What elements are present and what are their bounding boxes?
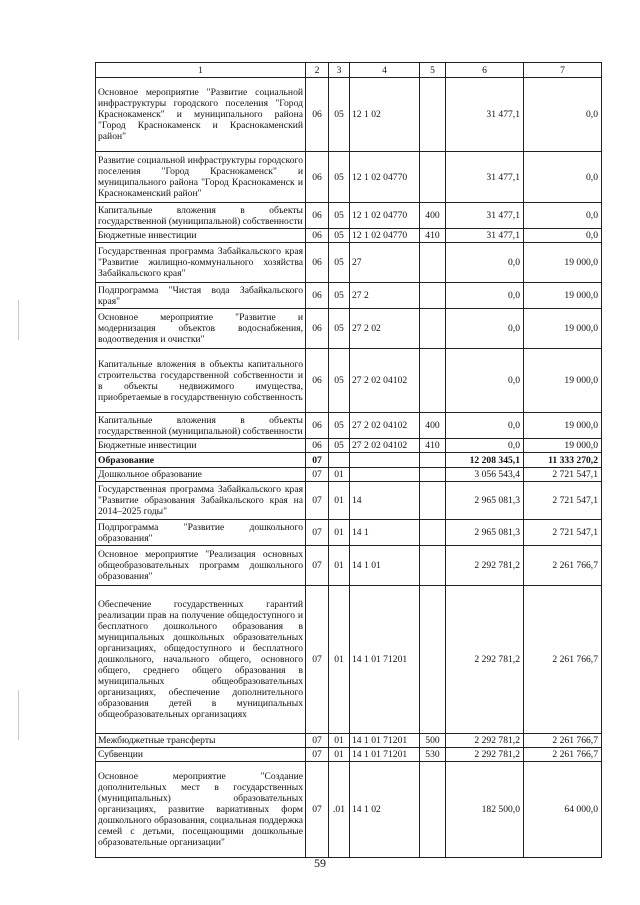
- table-row: [96, 453, 602, 468]
- cell-amount-col7: 11 333 270,2: [524, 453, 602, 468]
- cell-name: Образование: [96, 453, 306, 468]
- cell-expense-type: [420, 468, 446, 482]
- cell-expense-type: [420, 520, 446, 546]
- cell-section: 06: [306, 439, 329, 453]
- cell-subsection: 01: [329, 468, 350, 482]
- table-row: [96, 586, 602, 734]
- cell-amount-col7: 64 000,0: [524, 762, 602, 858]
- cell-expense-type: [420, 349, 446, 413]
- cell-section: 07: [306, 762, 329, 858]
- cell-expense-type: 400: [420, 203, 446, 229]
- cell-subsection: 05: [329, 413, 350, 439]
- cell-target-article: 14 1: [350, 520, 420, 546]
- cell-section: 07: [306, 520, 329, 546]
- cell-amount-col7: 2 261 766,7: [524, 586, 602, 734]
- cell-subsection: 05: [329, 229, 350, 243]
- cell-subsection: 05: [329, 78, 350, 152]
- cell-section: 06: [306, 152, 329, 203]
- cell-amount-col6: 0,0: [446, 243, 524, 283]
- cell-section: 07: [306, 734, 329, 748]
- cell-expense-type: [420, 152, 446, 203]
- cell-amount-col6: 31 477,1: [446, 152, 524, 203]
- table-row: [96, 734, 602, 748]
- cell-name: Капитальные вложения в объекты капитального строительства государственной собственности и в объекты недвижимого имущества, приобретаемые в государственную собственность: [96, 349, 306, 413]
- cell-section: 06: [306, 78, 329, 152]
- cell-section: 07: [306, 453, 329, 468]
- table-row: [96, 439, 602, 453]
- table-body: [96, 63, 602, 858]
- cell-amount-col7: 19 000,0: [524, 413, 602, 439]
- cell-name: Бюджетные инвестиции: [96, 439, 306, 453]
- cell-subsection: 01: [329, 482, 350, 520]
- cell-name: Подпрограмма "Чистая вода Забайкальского края": [96, 283, 306, 309]
- cell-subsection: 01: [329, 734, 350, 748]
- cell-target-article: 14 1 01 71201: [350, 734, 420, 748]
- cell-amount-col6: 0,0: [446, 413, 524, 439]
- table-row: [96, 243, 602, 283]
- cell-name: Государственная программа Забайкальского края "Развитие жилищно-коммунального хозяйства Забайкальского края": [96, 243, 306, 283]
- cell-amount-col6: 12 208 345,1: [446, 453, 524, 468]
- cell-subsection: [329, 453, 350, 468]
- table-row: [96, 468, 602, 482]
- cell-expense-type: 500: [420, 734, 446, 748]
- cell-name: Подпрограмма "Развитие дошкольного образования": [96, 520, 306, 546]
- table-row: [96, 229, 602, 243]
- cell-amount-col7: 2 721 547,1: [524, 468, 602, 482]
- cell-amount-col6: 2 292 781,2: [446, 586, 524, 734]
- cell-subsection: 05: [329, 309, 350, 349]
- cell-amount-col7: 0,0: [524, 152, 602, 203]
- cell-amount-col7: 0,0: [524, 229, 602, 243]
- cell-section: 07: [306, 546, 329, 586]
- cell-amount-col6: 3 056 543,4: [446, 468, 524, 482]
- table-row: [96, 762, 602, 858]
- cell-amount-col6: 2 965 081,3: [446, 520, 524, 546]
- cell-expense-type: [420, 309, 446, 349]
- cell-section: 07: [306, 586, 329, 734]
- cell-target-article: 27 2 02: [350, 309, 420, 349]
- cell-section: 06: [306, 229, 329, 243]
- cell-subsection: 05: [329, 283, 350, 309]
- table-row: [96, 482, 602, 520]
- scan-edge-mark-bottom: [18, 690, 19, 740]
- header-row: [96, 63, 602, 78]
- header-cell: 7: [524, 63, 602, 78]
- cell-expense-type: [420, 78, 446, 152]
- cell-name: Основное мероприятие "Реализация основных общеобразовательных программ дошкольного образования": [96, 546, 306, 586]
- cell-section: 06: [306, 203, 329, 229]
- cell-target-article: 14 1 02: [350, 762, 420, 858]
- cell-target-article: 14 1 01: [350, 546, 420, 586]
- page-number: 59: [314, 856, 326, 870]
- cell-section: 06: [306, 349, 329, 413]
- cell-subsection: 01: [329, 546, 350, 586]
- cell-section: 06: [306, 413, 329, 439]
- cell-target-article: 12 1 02 04770: [350, 229, 420, 243]
- cell-expense-type: 410: [420, 439, 446, 453]
- cell-target-article: 27 2 02 04102: [350, 439, 420, 453]
- cell-expense-type: 400: [420, 413, 446, 439]
- cell-target-article: 27: [350, 243, 420, 283]
- cell-name: Развитие социальной инфраструктуры городского поселения "Город Краснокаменск" и муниципального района "Город Краснокаменск и Краснокаменский район": [96, 152, 306, 203]
- cell-target-article: 12 1 02 04770: [350, 152, 420, 203]
- cell-expense-type: [420, 482, 446, 520]
- cell-section: 06: [306, 283, 329, 309]
- cell-subsection: 01: [329, 748, 350, 762]
- cell-amount-col7: 2 261 766,7: [524, 734, 602, 748]
- cell-target-article: 27 2 02 04102: [350, 413, 420, 439]
- cell-subsection: 05: [329, 203, 350, 229]
- table-row: [96, 152, 602, 203]
- cell-amount-col7: 0,0: [524, 203, 602, 229]
- cell-amount-col7: 2 261 766,7: [524, 748, 602, 762]
- budget-table: [95, 62, 602, 858]
- scan-edge-mark-top: [18, 300, 19, 340]
- cell-target-article: 14: [350, 482, 420, 520]
- cell-amount-col7: 2 721 547,1: [524, 482, 602, 520]
- cell-name: Основное мероприятие "Развитие и модернизация объектов водоснабжения, водоотведения и очистки": [96, 309, 306, 349]
- cell-name: Государственная программа Забайкальского края "Развитие образования Забайкальского края на 2014–2025 годы": [96, 482, 306, 520]
- cell-target-article: 14 1 01 71201: [350, 586, 420, 734]
- cell-target-article: 12 1 02 04770: [350, 203, 420, 229]
- cell-section: 06: [306, 309, 329, 349]
- cell-expense-type: [420, 586, 446, 734]
- cell-amount-col7: 19 000,0: [524, 309, 602, 349]
- cell-name: Капитальные вложения в объекты государственной (муниципальной) собственности: [96, 413, 306, 439]
- cell-subsection: .01: [329, 762, 350, 858]
- header-cell: 6: [446, 63, 524, 78]
- table-row: [96, 546, 602, 586]
- header-cell: 5: [420, 63, 446, 78]
- cell-amount-col6: 31 477,1: [446, 203, 524, 229]
- cell-name: Основное мероприятие "Развитие социальной инфраструктуры городского поселения "Город Краснокаменск" и муниципального района "Город Краснокаменск и Краснокаменский район": [96, 78, 306, 152]
- cell-name: Дошкольное образование: [96, 468, 306, 482]
- cell-target-article: 27 2 02 04102: [350, 349, 420, 413]
- cell-name: Капитальные вложения в объекты государственной (муниципальной) собственности: [96, 203, 306, 229]
- table-row: [96, 203, 602, 229]
- cell-amount-col7: 19 000,0: [524, 283, 602, 309]
- cell-subsection: 05: [329, 349, 350, 413]
- cell-amount-col7: 19 000,0: [524, 439, 602, 453]
- cell-expense-type: [420, 762, 446, 858]
- cell-section: 07: [306, 482, 329, 520]
- cell-amount-col6: 2 292 781,2: [446, 734, 524, 748]
- header-cell: 4: [350, 63, 420, 78]
- cell-subsection: 05: [329, 243, 350, 283]
- cell-amount-col6: 2 965 081,3: [446, 482, 524, 520]
- table-row: [96, 520, 602, 546]
- header-cell: 3: [329, 63, 350, 78]
- cell-amount-col7: 0,0: [524, 78, 602, 152]
- table-row: [96, 78, 602, 152]
- cell-target-article: [350, 453, 420, 468]
- cell-subsection: 01: [329, 520, 350, 546]
- cell-amount-col6: 0,0: [446, 309, 524, 349]
- cell-subsection: 05: [329, 152, 350, 203]
- cell-section: 06: [306, 243, 329, 283]
- cell-target-article: 27 2: [350, 283, 420, 309]
- cell-amount-col7: 19 000,0: [524, 243, 602, 283]
- cell-expense-type: [420, 453, 446, 468]
- table-row: [96, 283, 602, 309]
- table-row: [96, 748, 602, 762]
- header-cell: 2: [306, 63, 329, 78]
- cell-amount-col6: 0,0: [446, 349, 524, 413]
- cell-section: 07: [306, 468, 329, 482]
- table-row: [96, 413, 602, 439]
- cell-amount-col6: 31 477,1: [446, 229, 524, 243]
- cell-name: Бюджетные инвестиции: [96, 229, 306, 243]
- cell-expense-type: [420, 283, 446, 309]
- cell-amount-col6: 31 477,1: [446, 78, 524, 152]
- cell-target-article: 14 1 01 71201: [350, 748, 420, 762]
- cell-amount-col7: 2 261 766,7: [524, 546, 602, 586]
- cell-amount-col7: 2 721 547,1: [524, 520, 602, 546]
- table-row: [96, 309, 602, 349]
- cell-amount-col7: 19 000,0: [524, 349, 602, 413]
- cell-subsection: 05: [329, 439, 350, 453]
- cell-section: 07: [306, 748, 329, 762]
- cell-amount-col6: 0,0: [446, 439, 524, 453]
- cell-expense-type: [420, 243, 446, 283]
- cell-name: Обеспечение государственных гарантий реализации прав на получение общедоступного и бесплатного дошкольного образования в муниципальных дошкольных образовательных организациях, общедоступного и бесплатного дошкольного, начального общего, основного общего, среднего общего образования в муниципальных общеобразовательных организациях, обеспечение дополнительного образования детей в муниципальных общеобразовательных организациях: [96, 586, 306, 734]
- cell-name: Основное мероприятие "Создание дополнительных мест в государственных (муниципальных) образовательных организациях, развитие вариативных форм дошкольного образования, социальная поддержка семей с детьми, посещающими дошкольные образовательные организации": [96, 762, 306, 858]
- cell-name: Межбюджетные трансферты: [96, 734, 306, 748]
- cell-expense-type: 530: [420, 748, 446, 762]
- cell-name: Субвенции: [96, 748, 306, 762]
- cell-target-article: [350, 468, 420, 482]
- table-row: [96, 349, 602, 413]
- cell-amount-col6: 182 500,0: [446, 762, 524, 858]
- cell-amount-col6: 2 292 781,2: [446, 546, 524, 586]
- cell-expense-type: [420, 546, 446, 586]
- cell-amount-col6: 0,0: [446, 283, 524, 309]
- header-cell: 1: [96, 63, 306, 78]
- cell-target-article: 12 1 02: [350, 78, 420, 152]
- cell-amount-col6: 2 292 781,2: [446, 748, 524, 762]
- cell-subsection: 01: [329, 586, 350, 734]
- cell-expense-type: 410: [420, 229, 446, 243]
